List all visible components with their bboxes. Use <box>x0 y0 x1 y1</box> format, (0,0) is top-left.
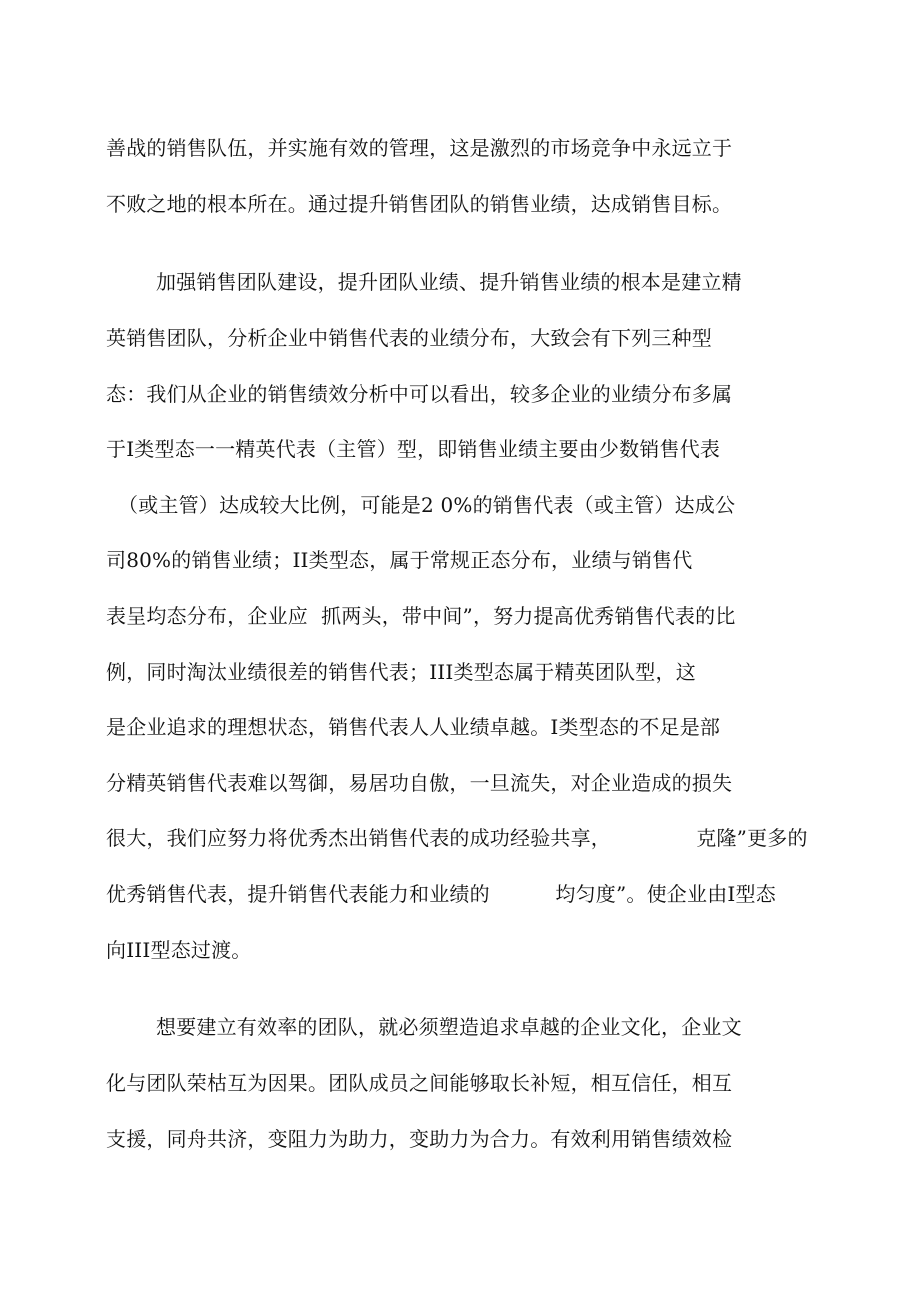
text-line: 加强销售团队建设，提升团队业绩、提升销售业绩的根本是建立精 <box>156 270 742 294</box>
text-line: 英销售团队，分析企业中销售代表的业绩分布，大致会有下列三种型 <box>106 326 712 350</box>
text-line: 于I类型态一一精英代表（主管）型，即销售业绩主要由少数销售代表 <box>106 437 721 461</box>
text-line: 很大，我们应努力将优秀杰出销售代表的成功经验共享， 克隆”更多的 <box>106 826 808 850</box>
text-line: 司80%的销售业绩；II类型态，属于常规正态分布，业绩与销售代 <box>106 548 693 572</box>
text-line: 优秀销售代表，提升销售代表能力和业绩的 均匀度”。使企业由I型态 <box>106 882 776 906</box>
text-line: 化与团队荣枯互为因果。团队成员之间能够取长补短，相互信任，相互 <box>106 1071 733 1095</box>
text-line: （或主管）达成较大比例，可能是2 0%的销售代表（或主管）达成公 <box>118 493 736 517</box>
text-line: 是企业追求的理想状态，销售代表人人业绩卓越。I类型态的不足是部 <box>106 715 721 739</box>
text-line: 善战的销售队伍，并实施有效的管理，这是激烈的市场竞争中永远立于 <box>106 136 733 160</box>
text-line: 想要建立有效率的团队，就必须塑造追求卓越的企业文化，企业文 <box>156 1015 742 1039</box>
text-line: 向III型态过渡。 <box>106 938 252 962</box>
text-line: 表呈均态分布，企业应 抓两头，带中间”，努力提高优秀销售代表的比 <box>106 604 736 628</box>
text-line: 例，同时淘汰业绩很差的销售代表；III类型态属于精英团队型，这 <box>106 660 696 684</box>
text-line: 分精英销售代表难以驾御，易居功自傲，一旦流失，对企业造成的损失 <box>106 771 733 795</box>
text-line: 支援，同舟共济，变阻力为助力，变助力为合力。有效利用销售绩效检 <box>106 1127 733 1151</box>
text-line: 态：我们从企业的销售绩效分析中可以看出，较多企业的业绩分布多属 <box>106 382 733 406</box>
text-line: 不败之地的根本所在。通过提升销售团队的销售业绩，达成销售目标。 <box>106 192 733 216</box>
